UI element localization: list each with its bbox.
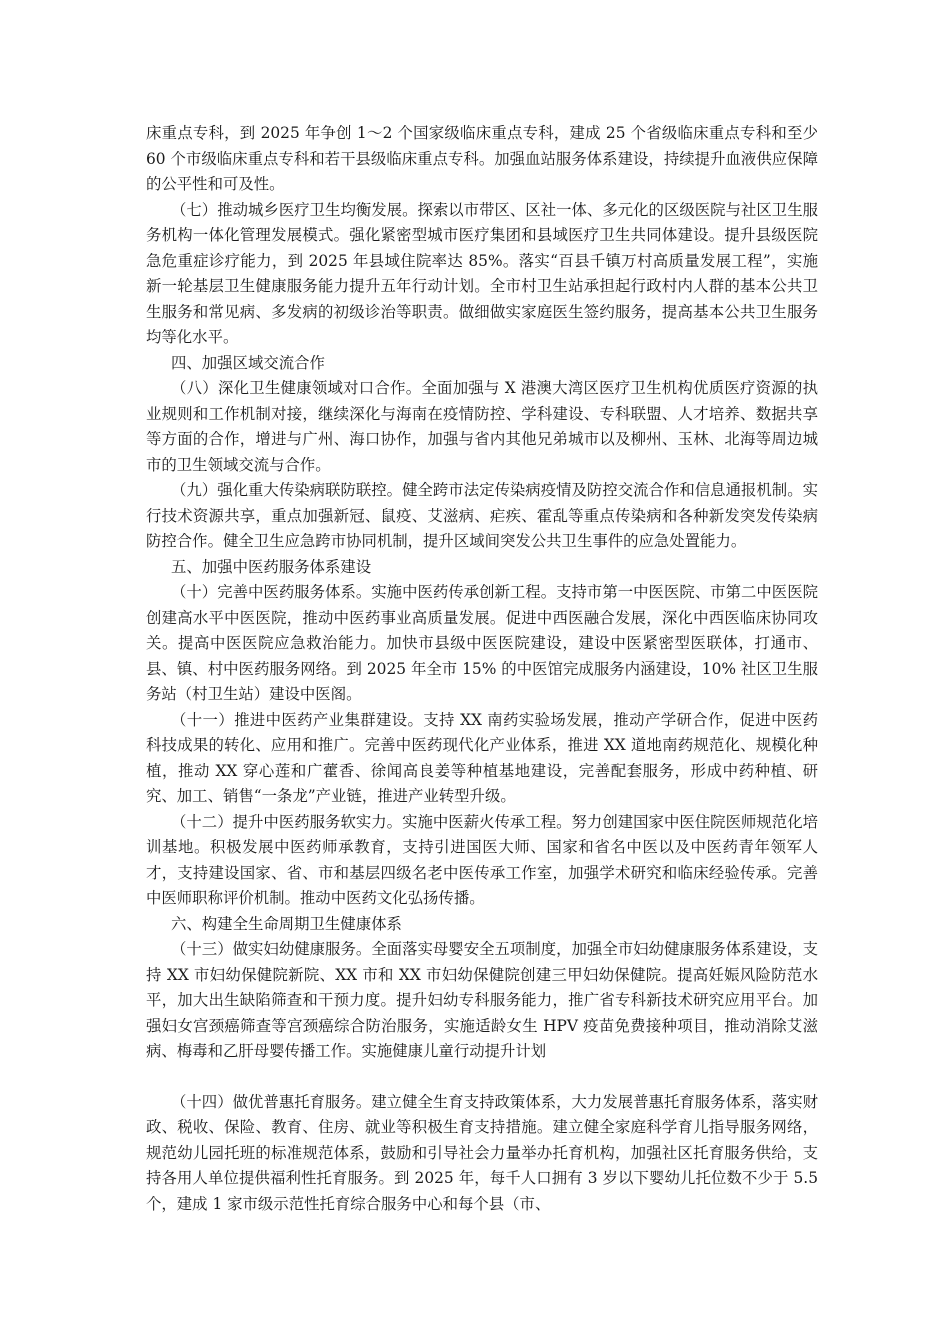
paragraph-13: （十三）做实妇幼健康服务。全面落实母婴安全五项制度，加强全市妇幼健康服务体系建设，支持 XX 市妇幼保健院新院、XX 市和 XX 市妇幼保健院创建三甲妇幼保健院。提高妊娠风险防范水平，加大出生缺陷筛查和干预力度。提升妇幼专科服务能力，推广省专科新技术研究应用平台。加强妇女宫颈癌筛查等宫颈癌综合防治服务，实施适龄女生 HPV 疫苗免费接种项目，推动消除艾滋病、梅毒和乙肝母婴传播工作。实施健康儿童行动提升计划 bbox=[146, 940, 818, 1060]
paragraph-7: （七）推动城乡医疗卫生均衡发展。探索以市带区、区社一体、多元化的区级医院与社区卫生服务机构一体化管理发展模式。强化紧密型城市医疗集团和县域医疗卫生共同体建设。提升县级医院急危重症诊疗能力，到 2025 年县域住院率达 85%。落实“百县千镇万村高质量发展工程”，实施新一轮基层卫生健康服务能力提升五年行动计划。全市村卫生站承担起行政村内人群的基本公共卫生服务和常见病、多发病的初级诊治等职责。做细做实家庭医生签约服务，提高基本公共卫生服务均等化水平。 bbox=[146, 200, 818, 346]
paragraph-8: （八）深化卫生健康领域对口合作。全面加强与 X 港澳大湾区医疗卫生机构优质医疗资源的执业规则和工作机制对接，继续深化与海南在疫情防控、学科建设、专科联盟、人才培养、数据共享等方面的合作，增进与广州、海口协作，加强与省内其他兄弟城市以及柳州、玉林、北海等周边城市的卫生领域交流与合作。 bbox=[146, 379, 818, 474]
paragraph-14: （十四）做优普惠托育服务。建立健全生育支持政策体系，大力发展普惠托育服务体系，落实财政、税收、保险、教育、住房、就业等积极生育支持措施。建立健全家庭科学育儿指导服务网络，规范幼儿园托班的标准规范体系，鼓励和引导社会力量举办托育机构，加强社区托育服务供给，支持各用人单位提供福利性托育服务。到 2025 年，每千人口拥有 3 岁以下婴幼儿托位数不少于 5.5 个，建成 1 家市级示范性托育综合服务中心和每个县（市、 bbox=[146, 1092, 818, 1213]
paragraph-12: （十二）提升中医药服务软实力。实施中医薪火传承工程。努力创建国家中医住院医师规范化培训基地。积极发展中医药师承教育，支持引进国医大师、国家和省名中医以及中医药青年领军人才，支持建设国家、省、市和基层四级名老中医传承工作室，加强学术研究和临床经验传承。完善中医师职称评价机制。推动中医药文化弘扬传播。 bbox=[146, 812, 818, 907]
paragraph-9: （九）强化重大传染病联防联控。健全跨市法定传染病疫情及防控交流合作和信息通报机制。实行技术资源共享，重点加强新冠、鼠疫、艾滋病、疟疾、霍乱等重点传染病和各种新发突发传染病防控合作。健全卫生应急跨市协同机制，提升区域间突发公共卫生事件的应急处置能力。 bbox=[146, 481, 818, 550]
paragraph-10: （十）完善中医药服务体系。实施中医药传承创新工程。支持市第一中医医院、市第二中医医院创建高水平中医医院，推动中医药事业高质量发展。促进中西医融合发展，深化中西医临床协同攻关。提高中医医院应急救治能力。加快市县级中医医院建设，建设中医紧密型医联体，打通市、县、镇、村中医药服务网络。到 2025 年全市 15% 的中医馆完成服务内涵建设，10% 社区卫生服务站（村卫生站）建设中医阁。 bbox=[146, 583, 818, 703]
paragraph-gap bbox=[146, 1065, 818, 1090]
paragraph-11: （十一）推进中医药产业集群建设。支持 XX 南药实验场发展，推动产学研合作，促进中医药科技成果的转化、应用和推广。完善中医药现代化产业体系，推进 XX 道地南药规范化、规模化种植，推动 XX 穿心莲和广藿香、徐闻高良姜等种植基地建设，完善配套服务，形成中药种植、研究、加工、销售“一条龙”产业链，推进产业转型升级。 bbox=[146, 710, 818, 805]
section-heading-5: 五、加强中医药服务体系建设 bbox=[171, 557, 372, 576]
document-page bbox=[146, 121, 818, 1217]
paragraph-continuation: 床重点专科，到 2025 年争创 1～2 个国家级临床重点专科，建成 25 个省级临床重点专科和至少 60 个市级临床重点专科和若干县级临床重点专科。加强血站服务体系建设，持续提升血液供应保障的公平性和可及性。 bbox=[146, 124, 818, 193]
section-heading-4: 四、加强区域交流合作 bbox=[171, 353, 325, 372]
section-heading-6: 六、构建全生命周期卫生健康体系 bbox=[171, 914, 402, 933]
